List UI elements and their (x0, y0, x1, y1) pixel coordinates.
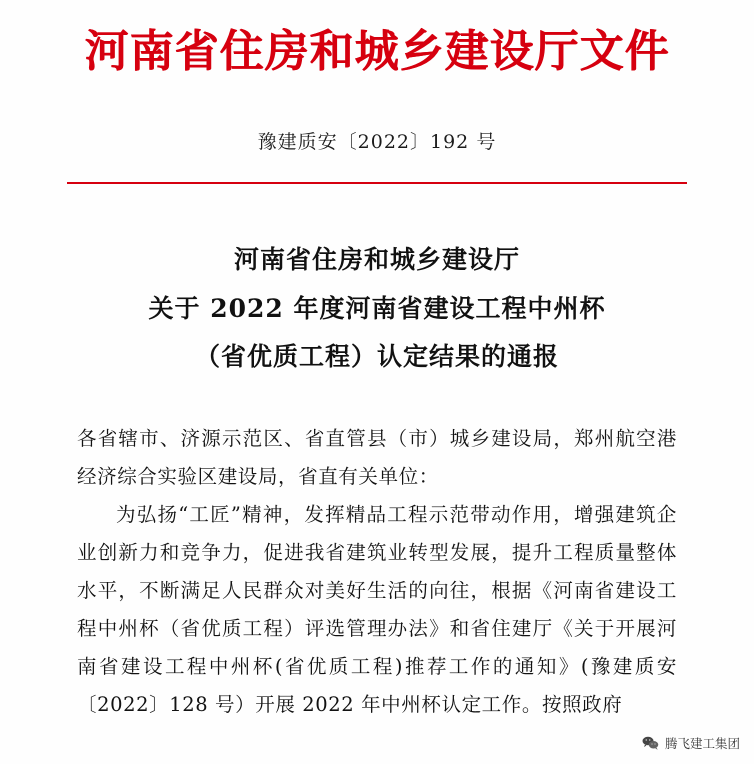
document-body (77, 420, 677, 724)
body-paragraph-1: 为弘扬“工匠”精神，发挥精品工程示范带动作用，增强建筑企业创新力和竞争力，促进我省建筑业转型发展，提升工程质量整体水平，不断满足人民群众对美好生活的向往，根据《河南省建设工程中州杯（省优质工程）评选管理办法》和省住建厅《关于开展河南省建设工程中州杯(省优质工程)推荐工作的通知》(豫建质安〔2022〕128 号）开展 2022 年中州杯认定工作。按照政府 (77, 503, 677, 717)
title-line-2: 关于 2022 年度河南省建设工程中州杯 (148, 293, 606, 323)
red-separator-rule (67, 182, 687, 184)
masthead (0, 0, 754, 79)
title-line-1: 河南省住房和城乡建设厅 (233, 244, 520, 274)
watermark-badge (642, 734, 740, 752)
title-line-3: （省优质工程）认定结果的通报 (194, 342, 559, 372)
body-paragraph-salutation: 各省辖市、济源示范区、省直管县（市）城乡建设局，郑州航空港经济综合实验区建设局，省直有关单位： (77, 427, 677, 489)
watermark-label: 腾飞建工集团 (664, 736, 740, 751)
masthead-title: 河南省住房和城乡建设厅文件 (84, 26, 670, 77)
document-number: 豫建质安〔2022〕192 号 (257, 130, 497, 153)
document-title (0, 236, 754, 382)
wechat-icon (642, 736, 659, 750)
